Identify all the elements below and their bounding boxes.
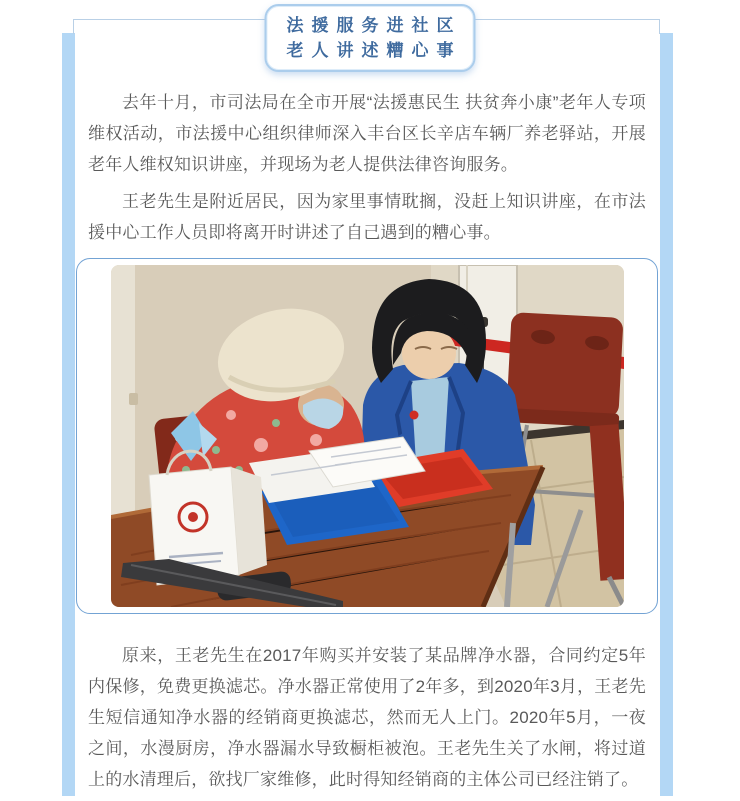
paragraph-background: 王老先生是附近居民，因为家里事情耽搁，没赶上知识讲座，在市法援中心工作人员即将离开时讲述了自己遇到的糟心事。 <box>88 192 646 242</box>
paragraph-story: 原来，王老先生在2017年购买并安装了某品牌净水器，合同约定5年内保修，免费更换滤芯。净水器正常使用了2年多，到2020年3月，王老先生短信通知净水器的经销商更换滤芯，然而无人上门。2020年5月，一夜之间，水漫厨房，净水器漏水导致橱柜被泡。王老先生关了水闸，将过道上的水清理后，欲找厂家维修，此时得知经销商的主体公司已经注销了。 <box>88 646 646 789</box>
right-accent-stripe <box>660 33 673 796</box>
article-body <box>74 20 660 801</box>
title-line-2: 老人讲述糟心事 <box>286 41 462 60</box>
paragraph-intro: 去年十月，市司法局在全市开展“法援惠民生 扶贫奔小康”老年人专项维权活动，市法援中心组织律师深入丰台区长辛店车辆厂养老驿站，开展老年人维权知识讲座，并现场为老人提供法律咨询服务。 <box>88 93 646 174</box>
article-title-badge <box>265 4 476 72</box>
photo-frame <box>76 258 658 614</box>
title-line-1: 法援服务进社区 <box>286 16 462 35</box>
legal-aid-consultation-photo <box>111 265 624 607</box>
